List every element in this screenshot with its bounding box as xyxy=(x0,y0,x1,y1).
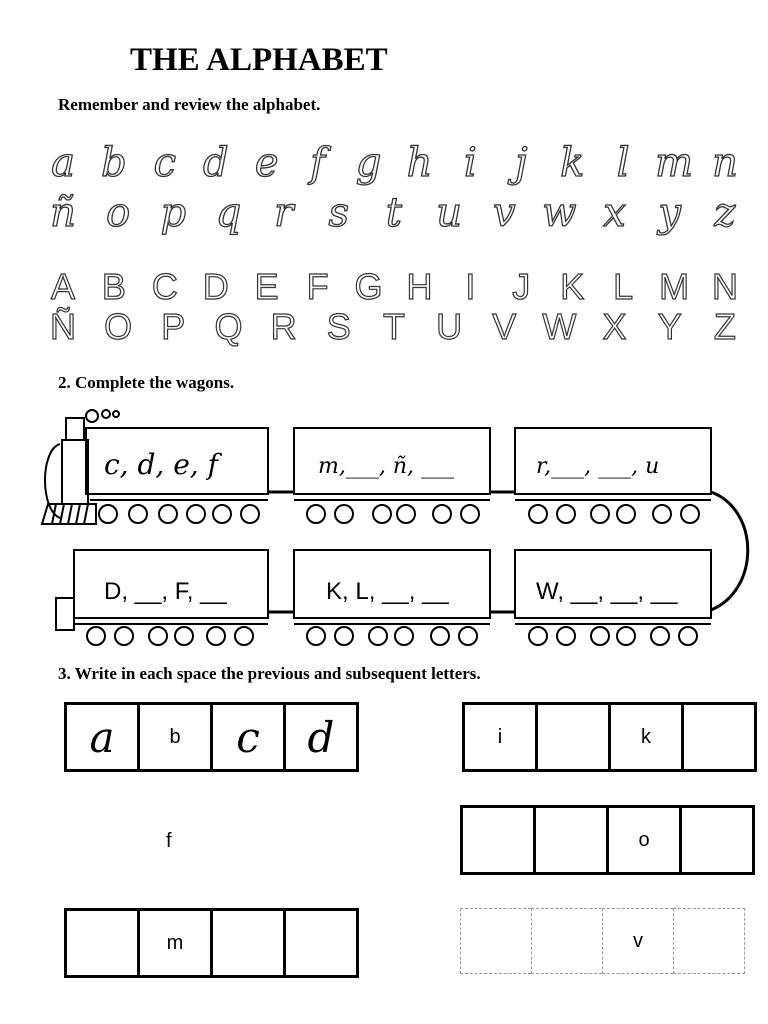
letter-box xyxy=(608,702,681,772)
cursive-letter: r xyxy=(274,190,294,236)
wagon-4-text: D, __, F, __ xyxy=(104,578,227,605)
print-letter: M xyxy=(659,266,690,307)
smoke-puff xyxy=(86,410,98,422)
cursive-letter: u xyxy=(436,190,462,236)
box-letter: b xyxy=(169,725,181,748)
cursive-letter: h xyxy=(406,140,433,186)
cursive-row-1 xyxy=(38,140,750,186)
cursive-letter: s xyxy=(328,190,350,236)
letter-box[interactable] xyxy=(535,702,608,772)
print-letter: C xyxy=(151,266,178,307)
letter-box[interactable] xyxy=(283,908,359,978)
cursive-letter: v xyxy=(492,190,516,236)
train-illustration xyxy=(0,400,768,660)
cursive-letter: j xyxy=(515,140,528,186)
letter-box xyxy=(462,702,535,772)
box-letter: o xyxy=(638,828,650,851)
print-letter: T xyxy=(382,306,405,347)
cursive-letter: k xyxy=(560,140,585,186)
wagon-2-text: m,___, ñ, ___ xyxy=(318,454,454,479)
letter-box[interactable] xyxy=(531,908,602,974)
box-letter: i xyxy=(497,725,503,748)
cursive-letter: f xyxy=(310,140,326,186)
print-letter: Q xyxy=(214,306,243,347)
print-letter: G xyxy=(354,266,383,307)
letter-box xyxy=(606,805,679,875)
cursive-letter: c xyxy=(153,140,177,186)
box-letter: k xyxy=(641,725,651,748)
letter-box[interactable] xyxy=(679,805,755,875)
section3-heading: 3. Write in each space the previous and subsequent letters. xyxy=(58,664,481,683)
print-letter: V xyxy=(492,306,517,347)
cursive-letter: z xyxy=(714,190,736,236)
section2-heading: 2. Complete the wagons. xyxy=(58,373,235,392)
cursive-letter: ñ xyxy=(50,190,76,236)
wagon-5-text: K, L, __, __ xyxy=(326,578,449,605)
cursive-letter: m xyxy=(655,140,694,186)
row-2-left-letter: f xyxy=(166,830,172,852)
print-letter: W xyxy=(542,306,577,347)
letter-box xyxy=(283,702,359,772)
box-letter: c xyxy=(236,712,260,762)
cursive-letter: x xyxy=(603,190,626,236)
print-letter: R xyxy=(270,306,297,347)
letter-box xyxy=(137,702,210,772)
cursive-letter: n xyxy=(712,140,738,186)
letter-box-row-1-left xyxy=(64,702,359,770)
cursive-letter: o xyxy=(106,190,131,236)
cursive-letter: q xyxy=(215,190,242,236)
letter-box-row-3-left xyxy=(64,908,359,976)
letter-box xyxy=(64,702,137,772)
box-letter: a xyxy=(89,712,115,762)
smoke-puff xyxy=(113,411,119,417)
print-letter: X xyxy=(602,306,627,347)
print-letter: L xyxy=(613,266,634,307)
cursive-letter: l xyxy=(616,140,630,186)
cursive-letter: y xyxy=(658,190,682,236)
cursive-letter: d xyxy=(202,140,229,186)
print-row-1 xyxy=(38,266,750,308)
print-row-2 xyxy=(38,306,750,348)
caboose-back xyxy=(56,598,74,630)
print-letter: K xyxy=(560,266,585,307)
letter-box[interactable] xyxy=(64,908,137,978)
print-letter: N xyxy=(711,266,738,307)
smoke-puff xyxy=(102,410,110,418)
letter-box[interactable] xyxy=(460,908,531,974)
print-letter: F xyxy=(306,266,329,307)
letter-box[interactable] xyxy=(681,702,757,772)
print-letter: P xyxy=(161,306,186,347)
letter-box-row-1-right xyxy=(462,702,757,770)
print-letter: B xyxy=(101,266,126,307)
letter-box-row-3-right xyxy=(460,908,745,976)
print-letter: Y xyxy=(657,306,682,347)
letter-box[interactable] xyxy=(533,805,606,875)
letter-box xyxy=(137,908,210,978)
print-letter: Ñ xyxy=(50,306,76,347)
print-letter: E xyxy=(254,266,279,307)
letter-box xyxy=(602,908,673,974)
print-letter: I xyxy=(465,266,476,307)
wheels-top xyxy=(90,500,711,523)
locomotive-chimney xyxy=(66,418,84,440)
print-letter: O xyxy=(104,306,133,347)
cursive-letter: a xyxy=(51,140,75,186)
print-letter: A xyxy=(50,266,75,307)
cursive-letter: w xyxy=(542,190,577,236)
print-letter: J xyxy=(512,266,531,307)
letter-box xyxy=(210,702,283,772)
cursive-letter: b xyxy=(101,140,127,186)
letter-box[interactable] xyxy=(673,908,745,974)
wagon-1-text: c, d, e, f xyxy=(104,448,218,481)
letter-box[interactable] xyxy=(210,908,283,978)
cursive-letter: t xyxy=(385,190,402,236)
box-letter: d xyxy=(307,712,335,762)
cursive-letter: g xyxy=(355,140,382,186)
wagon-6-text: W, __, __, __ xyxy=(536,578,678,605)
section1-heading: Remember and review the alphabet. xyxy=(58,95,321,114)
train-connector-curve xyxy=(711,492,748,610)
print-letter: H xyxy=(406,266,433,307)
wagon-3-text: r,___, ___, u xyxy=(536,454,660,479)
print-letter: S xyxy=(326,306,351,347)
cursive-row-2 xyxy=(38,190,750,236)
letter-box-row-2-right xyxy=(460,805,755,873)
print-letter: U xyxy=(436,306,463,347)
cursive-letter: i xyxy=(463,140,477,186)
wheels-bottom xyxy=(74,624,711,645)
box-letter: m xyxy=(166,931,184,954)
page-title: THE ALPHABET xyxy=(130,42,388,78)
print-letter: Z xyxy=(713,306,736,347)
cursive-letter: e xyxy=(254,140,279,186)
print-letter: D xyxy=(202,266,229,307)
letter-box[interactable] xyxy=(460,805,533,875)
locomotive-boiler xyxy=(62,440,88,504)
box-letter: v xyxy=(633,929,643,952)
cursive-letter: p xyxy=(160,190,187,236)
